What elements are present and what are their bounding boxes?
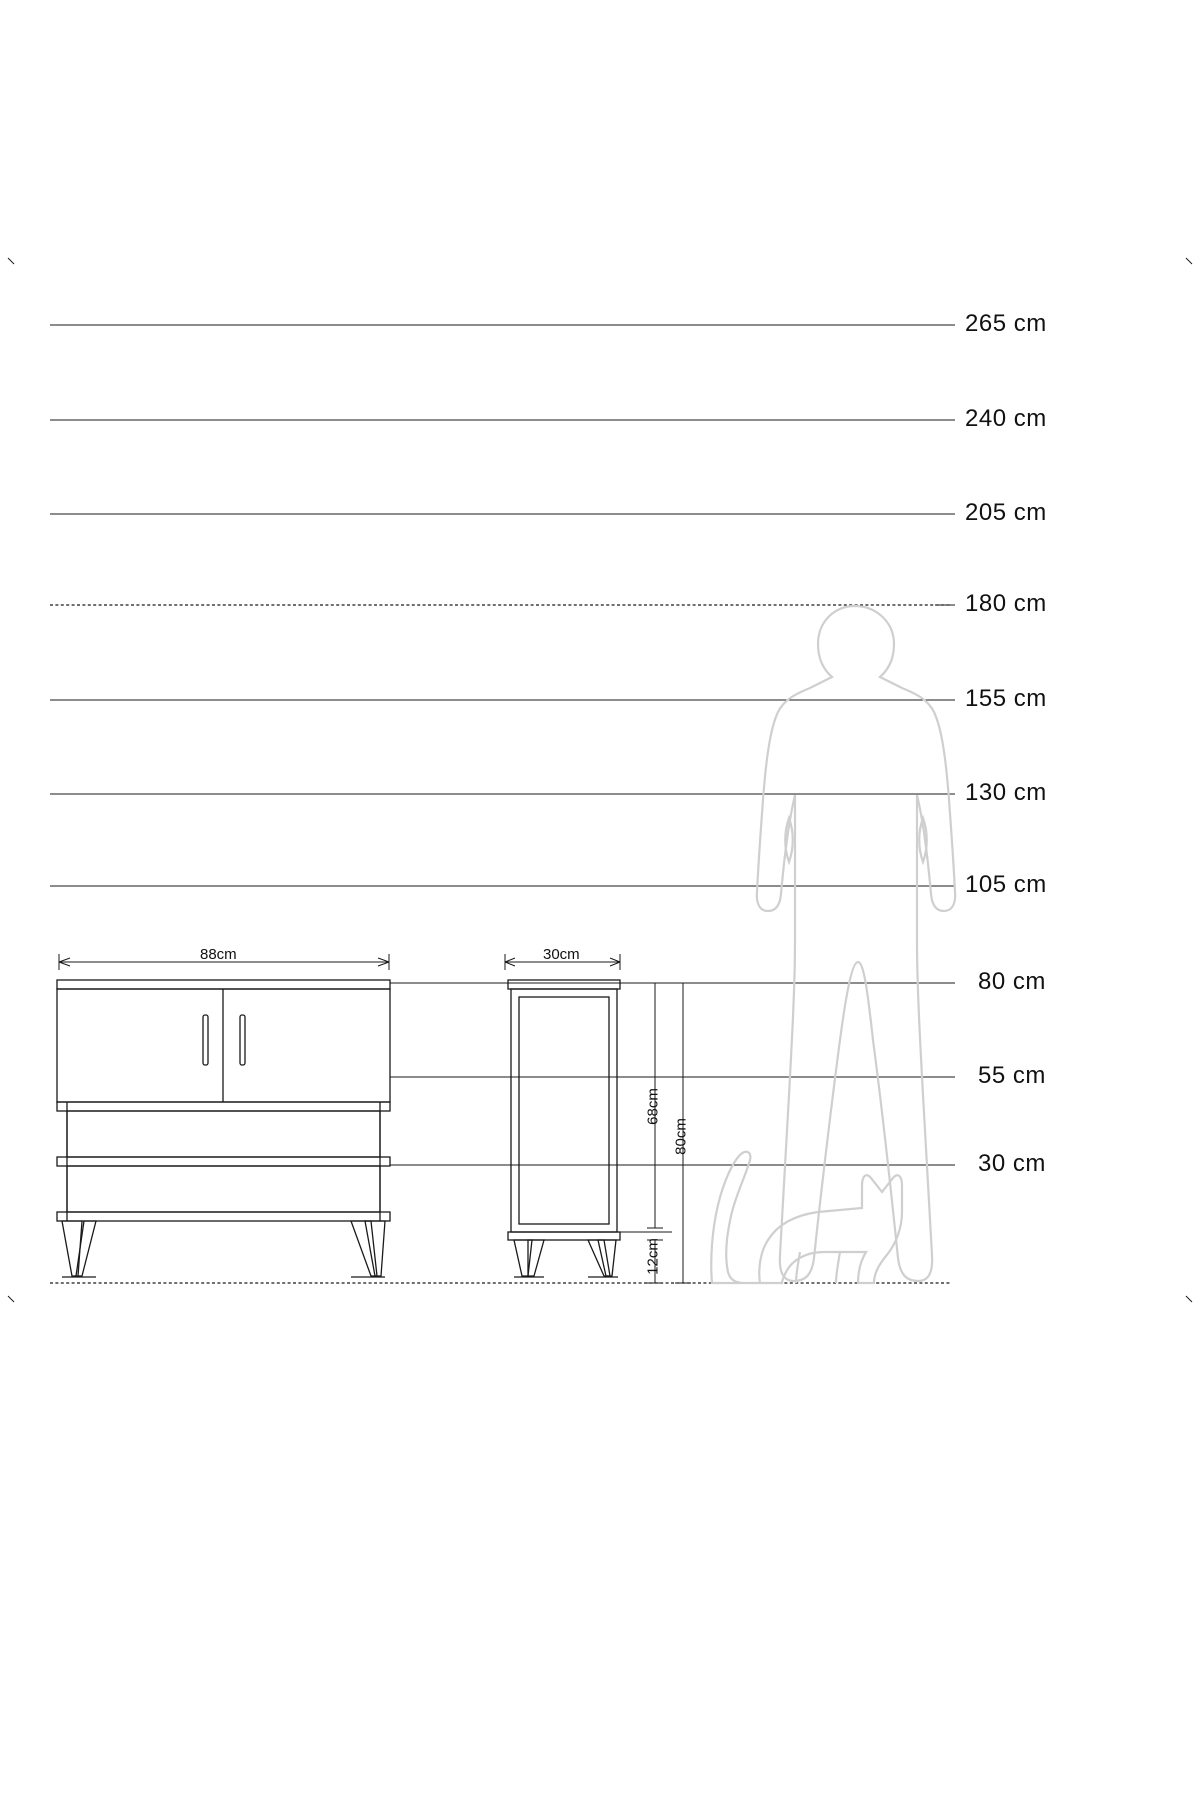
tall-cabinet-drawing <box>508 980 620 1277</box>
scale-label-205: 205 cm <box>965 499 1047 526</box>
scale-label-155: 155 cm <box>965 685 1047 712</box>
scale-label-80: 80 cm <box>978 968 1046 995</box>
scale-label-265: 265 cm <box>965 310 1047 337</box>
scale-label-240: 240 cm <box>965 405 1047 432</box>
scale-label-105: 105 cm <box>965 871 1047 898</box>
sideboard-drawing <box>57 980 390 1277</box>
dimension-label-cabinet-total-height: 80cm <box>672 1118 690 1155</box>
scale-ticks <box>935 325 955 1165</box>
dimension-label-cabinet-body-height: 68cm <box>644 1088 662 1125</box>
scale-label-30: 30 cm <box>978 1150 1046 1177</box>
dimension-label-leg-height: 12cm <box>644 1238 662 1275</box>
dimension-label-cabinet-width: 30cm <box>543 946 580 963</box>
human-silhouette <box>757 606 955 1281</box>
scale-label-180: 180 cm <box>965 590 1047 617</box>
scale-label-55: 55 cm <box>978 1062 1046 1089</box>
dimension-label-sideboard-width: 88cm <box>200 946 237 963</box>
cat-silhouette <box>711 1152 902 1283</box>
scale-label-130: 130 cm <box>965 779 1047 806</box>
